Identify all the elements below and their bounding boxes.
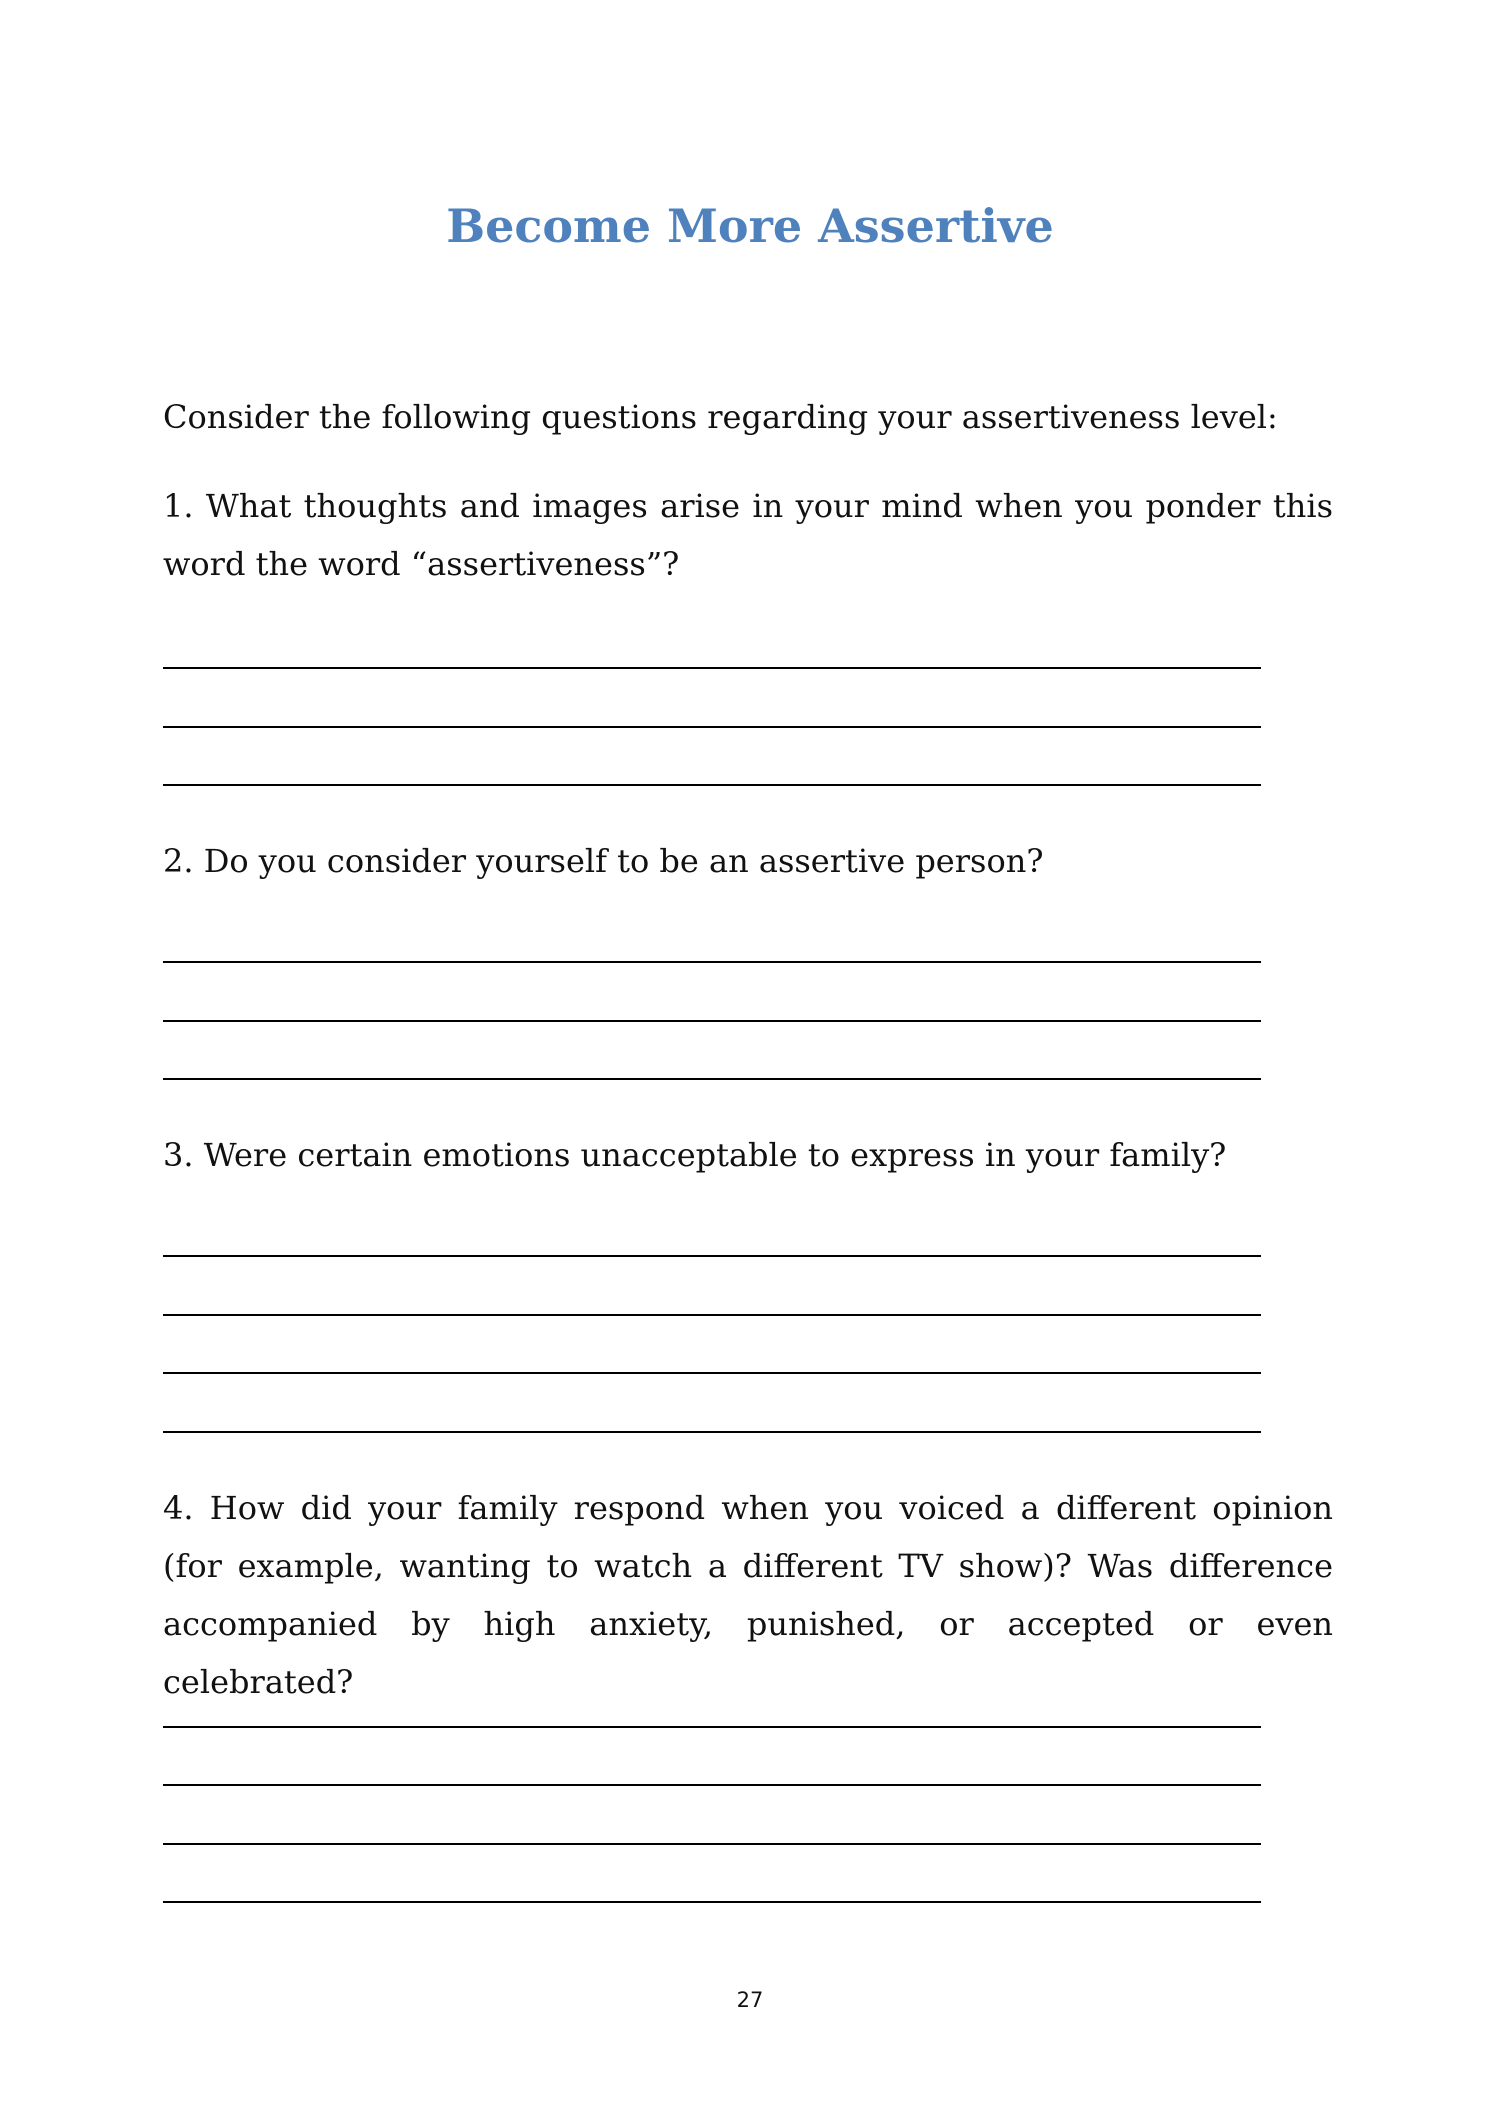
intro-text: Consider the following questions regarding your assertiveness level: [163, 398, 1278, 436]
answer-line[interactable] [163, 1372, 1261, 1374]
answer-line[interactable] [163, 1431, 1261, 1433]
answer-line[interactable] [163, 667, 1261, 669]
page-number: 27 [736, 1988, 764, 2012]
answer-line[interactable] [163, 1901, 1261, 1903]
question-1: 1. What thoughts and images arise in your mind when you ponder this word the word “assertiveness”? [163, 487, 1333, 583]
answer-line[interactable] [163, 726, 1261, 728]
answer-line[interactable] [163, 1020, 1261, 1022]
question-3: 3. Were certain emotions unacceptable to express in your family? [163, 1136, 1227, 1174]
answer-line[interactable] [163, 961, 1261, 963]
question-2: 2. Do you consider yourself to be an assertive person? [163, 842, 1044, 880]
answer-line[interactable] [163, 1078, 1261, 1080]
answer-line[interactable] [163, 1784, 1261, 1786]
answer-line[interactable] [163, 1726, 1261, 1728]
page-title: Become More Assertive [446, 199, 1054, 253]
answer-line[interactable] [163, 784, 1261, 786]
answer-line[interactable] [163, 1843, 1261, 1845]
question-4: 4. How did your family respond when you voiced a different opinion (for example, wanting to watch a different TV show)? Was difference accompanied by high anxiety, punished, or accepted or even celebrated? [163, 1489, 1333, 1701]
answer-line[interactable] [163, 1255, 1261, 1257]
answer-line[interactable] [163, 1314, 1261, 1316]
